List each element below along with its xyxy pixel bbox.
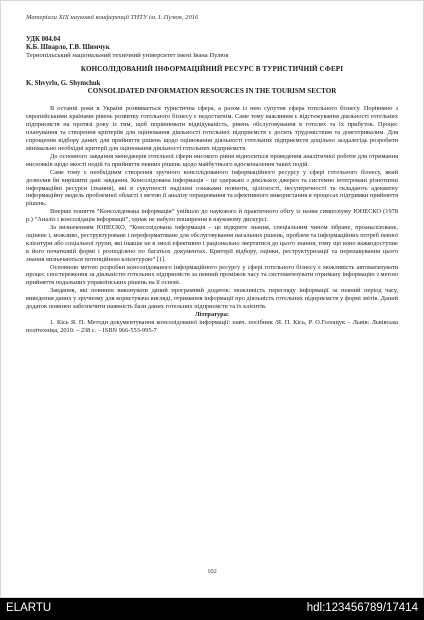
udc-code: УДК 004.04 xyxy=(26,36,61,43)
title-ua: КОНСОЛІДОВАНИЙ ІНФОРМАЦІЙНИЙ РЕСУРС В ТУРИСТИЧНІЙ СФЕРІ xyxy=(80,64,344,73)
paragraph: Завдання, які повинен виконувати даний програмний додаток: можливість перегляду інформації за певний період часу, виведення даних у зручному для користувача вигляді, отримання інформації про діяльність готельних підприємств у формі звітів. Даний додаток повинен забезпечити наявність бази даних готельних підприємств та їх клієнтів. xyxy=(26,287,398,311)
running-head: Матеріали XIX наукової конференції ТНТУ ім. І. Пулюя, 2016 xyxy=(26,14,199,21)
paragraph: За визначенням ЮНЕСКО, “Консолідована інформація – це відкрите знання, спеціальним чином зібране, проаналізоване, оцінене і, можливо, реструктуроване і переформатоване для обслуговування нагальних рішень, проблем та інформаційних потреб певної клієнтури або соціальної групи, які інакше не в змозі ефективно і раціонально звертатися до цього знання, тому що воно важкодоступне в його початковій формі і розподілено по багатьох документах. Критерії відбору, оцінки, реструктуризації та перепакування цього знання визначаються потенційною клієнтурою” [1]. xyxy=(26,224,398,263)
page-number: 102 xyxy=(207,568,217,575)
authors-en: K. Shvyrlo, G. Shymchuk xyxy=(26,79,101,87)
paragraph: До основного завдання менеджерів готельної сфери високого рівня відноситься проведення аналітичної роботи для отримання висновків щодо якості подій та прийняття певних рішень щодо майбутнього вдосконалення таких подій. xyxy=(26,152,398,168)
paragraph: Саме тому є необхідним створення зручного консолідованого інформаційного ресурсу у сфері готельного бізнесу, який дозволив би вирішити дані завдання. Консолідована інформація – це одержані з декількох джерел та системно інтегровані різнотипні інформаційні ресурси (знання), які в сукупності наділені ознаками повноти, цілісності, несуперечності та складають адекватну інформаційну модель проблемної області з метою її аналізу опрацювання та ефективного використання в процесах підтримки прийняття рішень. xyxy=(26,168,398,208)
paragraph: В останні роки в Україні розвивається туристична сфера, а разом із нею супутня сфера готельного бізнесу. Порівняно з європейськими країнами рівень розвитку готельного бізнесу є недостатнім. Саме тому важливим є відстежування діяльності готельних підприємств на протязі року із тим, щоб порівнювати відвідуваність, рівень обслуговування в готелях та їх прибуток. Процес планування та створення критеріїв для оцінювання діяльності готельних підприємств є досить трудомістким та довготривалим. Для спрощення відбору даних для прийняття рішень щодо оцінювання діяльності готельних підприємств доцільно заздалегідь розробити мінімально необхідні критерії для оцінювання діяльності готельних підприємств. xyxy=(26,105,398,152)
handle-identifier: hdl:123456789/17414 xyxy=(306,602,418,614)
repository-name: ELARTU xyxy=(6,602,52,614)
repository-footer xyxy=(0,598,424,620)
reference-item: 1. Кісь Я. П. Методи документування консолідованої інформації: навч. посібник /Я. П. Кісь, Р. О.Голощук – Львів: Львівська політехніка, 2010. – 238 с. – ISBN 966-553-995-7 xyxy=(26,318,398,334)
paragraph: Вперше поняття “Консолідована інформація” увійшло до наукового й практичного обігу із назви симпозіуму ЮНЕСКО (1978 р.) “Аналіз і консолідація інформації”, однак не набуло поширення в науковому дискурсі. xyxy=(26,208,398,224)
title-en: CONSOLIDATED INFORMATION RESOURCES IN THE TOURISM SECTOR xyxy=(87,86,337,95)
affiliation: Тернопільський національний технічний університет імені Івана Пулюя xyxy=(26,51,229,59)
paragraph: Основною метою розробки консолідованого інформаційного ресурсу у сфері готельного бізнесу є можливість автоматизувати процес спостереження за діяльністю готельних підприємств за певний проміжок часу та систематизувати отриману інформацію з метою прийняття подальших управлінських рішень на її основі. xyxy=(26,263,398,287)
literature-heading: Література: xyxy=(195,311,229,318)
article-body xyxy=(26,36,398,335)
authors-ua: К.Б. Шварло, Г.В. Шимчук xyxy=(26,43,110,51)
